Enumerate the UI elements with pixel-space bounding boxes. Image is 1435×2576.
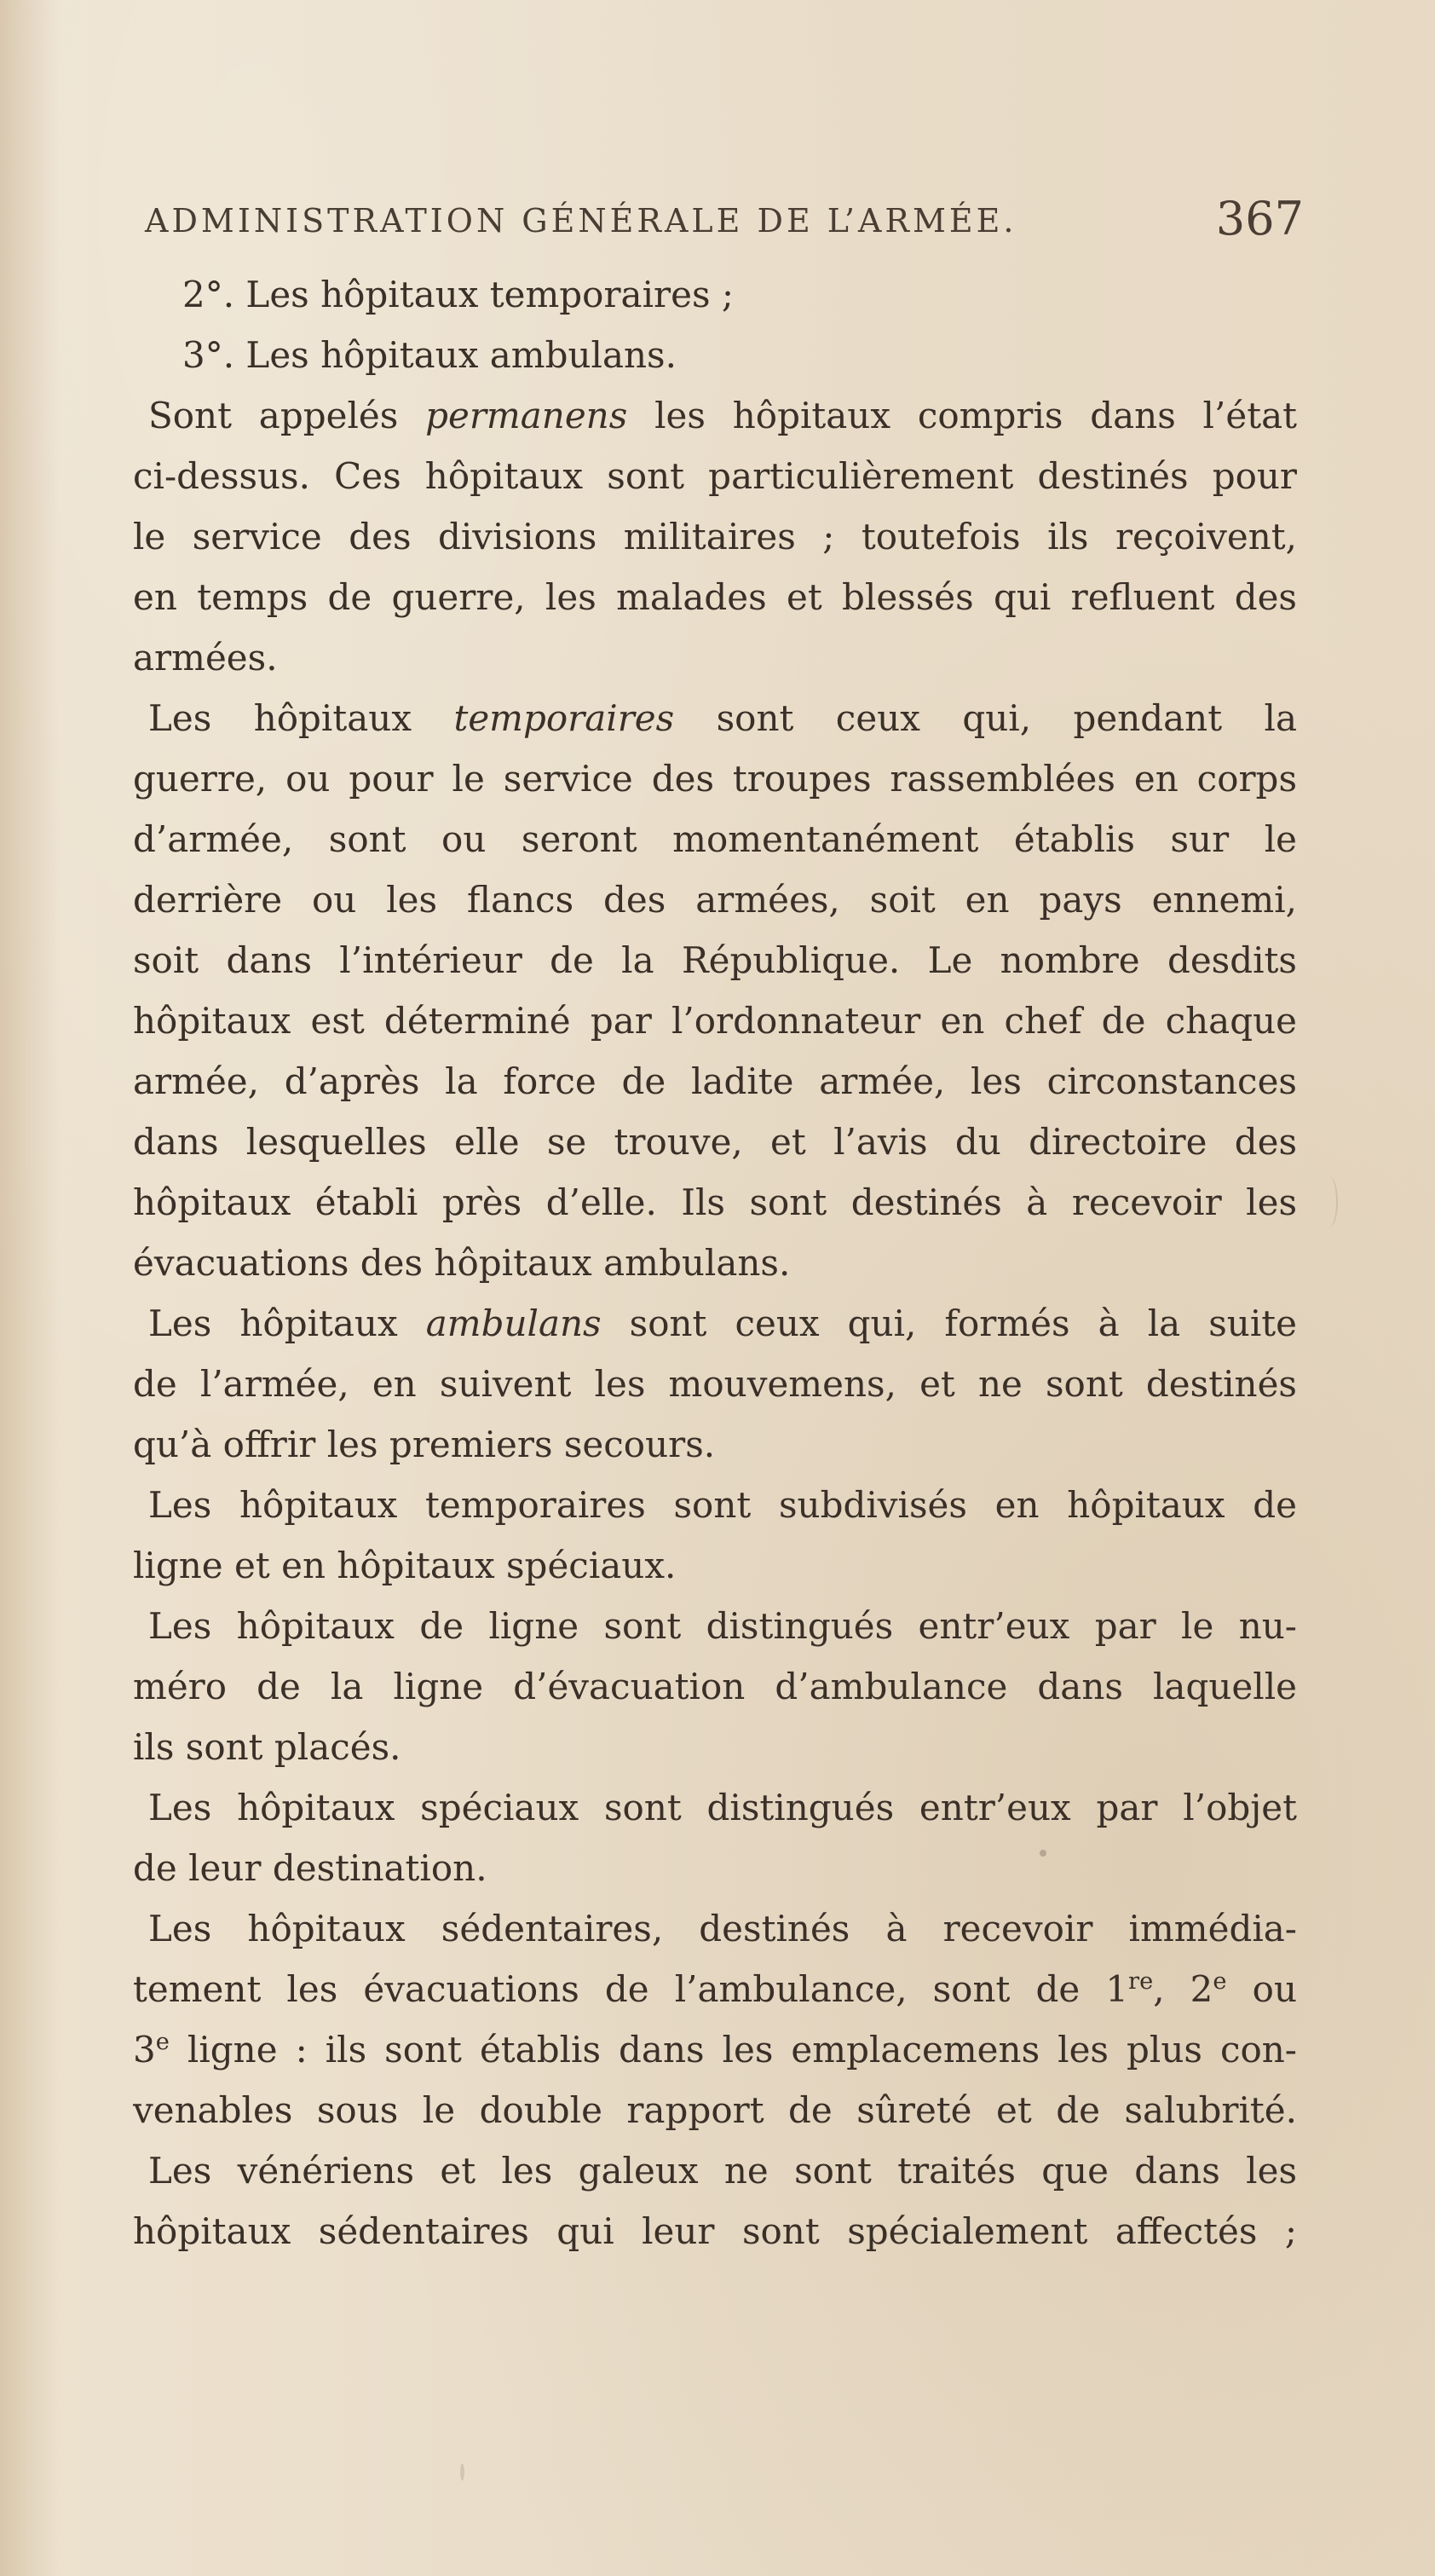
italic-term: ambulans xyxy=(425,1302,602,1344)
text-line: hôpitaux établi près d’elle. Ils sont destinés à recevoir les xyxy=(133,1181,1297,1223)
text-line: venables sous le double rapport de sûreté et de salubrité. xyxy=(133,2089,1297,2131)
text-line: en temps de guerre, les malades et blessés qui refluent des xyxy=(133,576,1297,618)
running-title: ADMINISTRATION GÉNÉRALE DE L’ARMÉE. xyxy=(145,202,1017,240)
text-line: qu’à offrir les premiers secours. xyxy=(133,1424,716,1465)
text-line: soit dans l’intérieur de la République. Le nombre desdits xyxy=(133,939,1297,981)
text-line: tement les évacuations de l’ambulance, sont de 1re, 2e ou xyxy=(133,1968,1297,2010)
text-line: armée, d’après la force de ladite armée, les circonstances xyxy=(133,1060,1297,1102)
page-number: 367 xyxy=(1215,192,1304,245)
text-body xyxy=(133,264,1297,2261)
text-line: derrière ou les flancs des armées, soit en pays ennemi, xyxy=(133,879,1297,921)
text-line: hôpitaux est déterminé par l’ordonnateur en chef de chaque xyxy=(133,1000,1297,1042)
text-line: ci-dessus. Ces hôpitaux sont particulièrement destinés pour xyxy=(133,455,1297,497)
text-line: dans lesquelles elle se trouve, et l’avis du directoire des xyxy=(133,1121,1297,1163)
text-line: Les hôpitaux ambulans sont ceux qui, formés à la suite xyxy=(148,1302,1297,1344)
text-line: 3°. Les hôpitaux ambulans. xyxy=(182,334,677,376)
text-line: Les hôpitaux temporaires sont subdivisés en hôpitaux de xyxy=(148,1484,1297,1526)
text-line: de leur destination. xyxy=(133,1847,487,1889)
text-line: d’armée, sont ou seront momentanément établis sur le xyxy=(133,818,1297,860)
text-line: Les hôpitaux sédentaires, destinés à recevoir immédia- xyxy=(148,1908,1297,1949)
text-line: évacuations des hôpitaux ambulans. xyxy=(133,1242,791,1284)
text-line: le service des divisions militaires ; toutefois ils reçoivent, xyxy=(133,516,1297,557)
text-line: méro de la ligne d’évacuation d’ambulance dans laquelle xyxy=(133,1666,1297,1707)
text-line: Les hôpitaux de ligne sont distingués entr’eux par le nu- xyxy=(148,1605,1297,1647)
text-line: ligne et en hôpitaux spéciaux. xyxy=(133,1545,677,1586)
text-line: de l’armée, en suivent les mouvemens, et ne sont destinés xyxy=(133,1363,1297,1405)
text-line: 2°. Les hôpitaux temporaires ; xyxy=(182,274,735,315)
text-line: Les hôpitaux spéciaux sont distingués entr’eux par l’objet xyxy=(148,1787,1297,1828)
italic-term: temporaires xyxy=(453,697,675,739)
paper-mark xyxy=(1321,1176,1338,1227)
text-line: ils sont placés. xyxy=(133,1726,401,1768)
text-line: hôpitaux sédentaires qui leur sont spécialement affectés ; xyxy=(133,2210,1297,2252)
text-line: 3e ligne : ils sont établis dans les emplacemens les plus con- xyxy=(133,2029,1297,2071)
page-header xyxy=(145,192,1304,251)
text-line: Les vénériens et les galeux ne sont traités que dans les xyxy=(148,2150,1297,2192)
text-line: armées. xyxy=(133,637,278,679)
text-line: guerre, ou pour le service des troupes rassemblées en corps xyxy=(133,758,1297,800)
italic-term: permanens xyxy=(425,395,628,436)
paper-speck xyxy=(460,2463,464,2481)
text-line: Les hôpitaux temporaires sont ceux qui, pendant la xyxy=(148,697,1297,739)
text-line: Sont appelés permanens les hôpitaux compris dans l’état xyxy=(148,395,1297,436)
